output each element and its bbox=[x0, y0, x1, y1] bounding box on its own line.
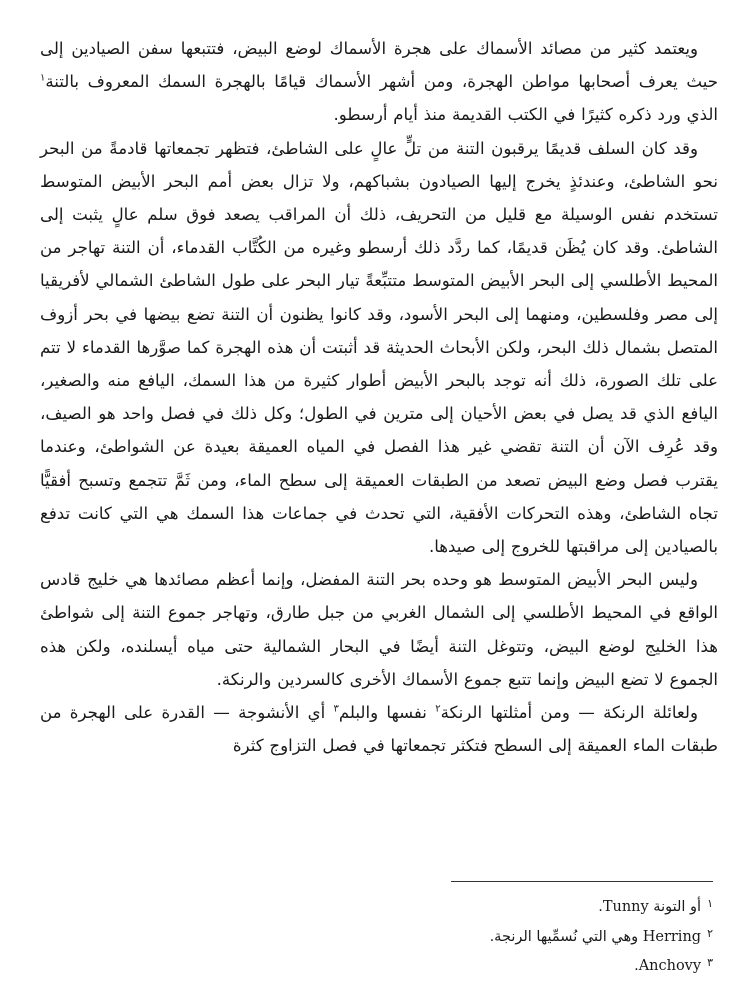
footnote-term: Tunny bbox=[602, 899, 649, 915]
footnote-ref[interactable]: ٣ bbox=[333, 703, 339, 715]
footnote-term: Herring bbox=[642, 928, 702, 945]
paragraph-2 bbox=[40, 132, 718, 564]
footnote-text: أو التونة bbox=[648, 899, 702, 915]
paragraph-text: ويعتمد كثير من مصائد الأسماك على هجرة الأسماك لوضع البيض، فتتبعها سفن الصيادين إلى حيث يعرف أصحابها مواطن الهجرة، ومن أشهر الأسماك قيامًا بالهجرة السمك المعروف بالتنة bbox=[40, 39, 718, 92]
paragraph-text: الذي ورد ذكره كثيرًا في الكتب القديمة منذ أيام أرسطو. bbox=[333, 105, 718, 125]
footnote-1 bbox=[313, 893, 713, 923]
footnote-text: . bbox=[634, 958, 639, 974]
paragraph-3 bbox=[40, 563, 718, 696]
footnote-2 bbox=[313, 923, 713, 953]
footnote-text: . bbox=[598, 899, 603, 915]
paragraph-text: أي الأنشوجة — القدرة على الهجرة من طبقات الماء العميقة إلى السطح فتكثر تجمعاتها في فصل التزاوج كثرة bbox=[40, 703, 718, 756]
document-body bbox=[40, 32, 718, 762]
footnote-ref[interactable]: ٢ bbox=[435, 703, 441, 715]
paragraph-text: نفسها والبلم bbox=[338, 703, 436, 723]
footnote-number: ٢ bbox=[707, 926, 713, 940]
paragraph-text: ولعائلة الرنكة — ومن أمثلتها الرنكة bbox=[440, 703, 699, 723]
footnote-number: ١ bbox=[707, 897, 713, 910]
paragraph-4 bbox=[40, 696, 718, 762]
footnote-3 bbox=[313, 952, 713, 982]
footnotes bbox=[313, 893, 713, 982]
paragraph-text: وليس البحر الأبيض المتوسط هو وحده بحر التنة المفضل، وإنما أعظم مصائدها هي خليج قادس الواقع في المحيط الأطلسي إلى الشمال الغربي من جبل طارق، وتهاجر جموع التنة إلى شواطئ هذا الخليج لوضع البيض، وتتوغل التنة أيضًا في البحار الشمالية حتى مياه أيسلنده، ولكن هذه الجموع لا تضع البيض وإنما تتبع جموع الأسماك الأخرى كالسردين والرنكة. bbox=[40, 570, 718, 689]
paragraph-text: وقد كان السلف قديمًا يرقبون التنة من تلٍّ عالٍ على الشاطئ، فتظهر تجمعاتها قادمةً من البحر نحو الشاطئ، وعندئذٍ يخرج إليها الصيادون بشباكهم، ولا تزال بعض أمم البحر الأبيض المتوسط تستخدم نفس الوسيلة مع قليل من التحريف، ذلك أن المراقب يصعد فوق سلم عالٍ يثبت إلى الشاطئ. وقد كان يُظَن قديمًا، كما ردَّد ذلك أرسطو وغيره من الكُتَّاب القدماء، أن التنة تهاجر من المحيط الأطلسي إلى البحر الأبيض المتوسط متتبِّعةً تيار البحر على طول الشاطئ الشمالي لأفريقيا إلى مصر وفلسطين، ومنهما إلى البحر الأسود، وقد كانوا يظنون أن التنة تضع بيضها في بحر أزوف المتصل بشمال ذلك البحر، ولكن الأبحاث الحديثة قد أثبتت أن هذه الهجرة كما صوَّرها القدماء لا تتم على تلك الصورة، ذلك أنه توجد بالبحر الأبيض أطوار كثيرة من هذا السمك، اليافع منه والصغير، اليافع الذي قد يصل في بعض الأحيان إلى مترين في الطول؛ وكل ذلك في فصل واحد هو الصيف، وقد عُرِف الآن أن التنة تقضي غير هذا الفصل في المياه العميقة بعيدة عن الشواطئ، وعندما يقترب فصل وضع البيض تصعد من الطبقات العميقة إلى سطح الماء، ومن ثَمَّ تتجمع وتسبح أفقيًّا تجاه الشاطئ، وهذه التحركات الأفقية، التي تحدث في جماعات هذا السمك هي التي كانت تدفع بالصيادين إلى مراقبتها للخروج إلى صيدها. bbox=[40, 138, 718, 557]
footnote-term: Anchovy bbox=[638, 958, 702, 974]
paragraph-1 bbox=[40, 32, 718, 132]
footnote-divider bbox=[451, 881, 713, 882]
footnote-ref[interactable]: ١ bbox=[40, 72, 46, 84]
footnote-number: ٣ bbox=[707, 956, 713, 969]
footnote-text: وهي التي نُسمِّيها الرنجة. bbox=[489, 928, 643, 945]
